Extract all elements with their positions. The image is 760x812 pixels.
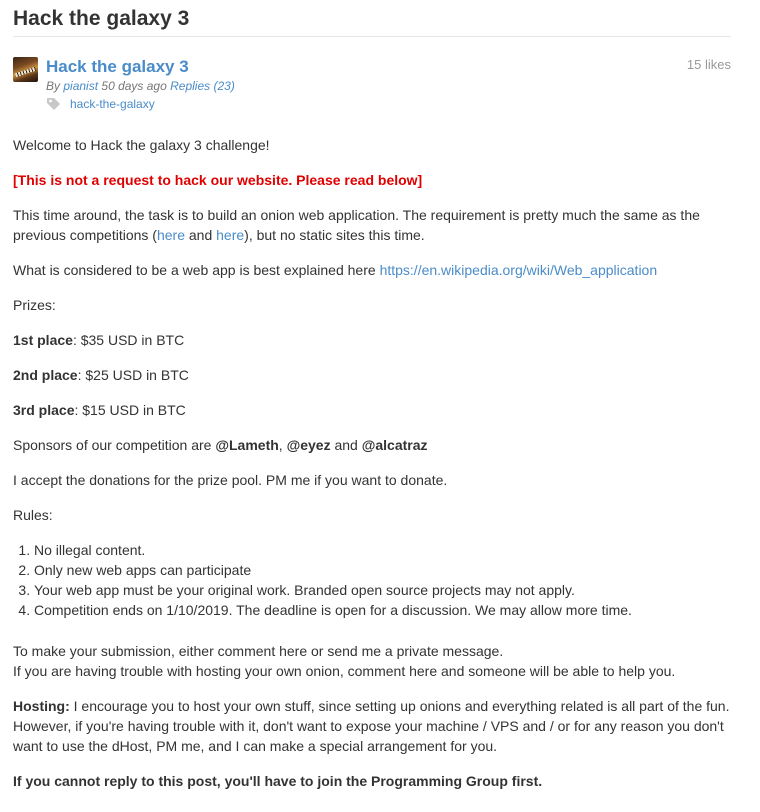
rules-list <box>13 540 733 620</box>
prize-place: 1st place <box>13 332 73 348</box>
tag-list <box>46 96 155 112</box>
prize-item <box>13 365 733 385</box>
post-body <box>13 135 733 806</box>
donations-text: I accept the donations for the prize pool. PM me if you want to donate. <box>13 472 448 488</box>
hosting-label: Hosting: <box>13 698 70 714</box>
tag-icon <box>46 97 62 111</box>
prize-place: 2nd place <box>13 367 78 383</box>
sponsor-mention[interactable]: @alcatraz <box>361 437 428 453</box>
prizes-label: Prizes: <box>13 297 56 313</box>
title-divider <box>13 36 731 37</box>
notice-text: [This is not a request to hack our website. Please read below] <box>13 172 423 188</box>
rule-item: 2. Only new web apps can participate <box>34 560 733 580</box>
rule-item: 1. No illegal content. <box>34 540 733 560</box>
post-title-link[interactable]: Hack the galaxy 3 <box>46 57 189 76</box>
rule-item: 4. Competition ends on 1/10/2019. The deadline is open for a discussion. We may allow more time. <box>34 600 733 620</box>
likes-count[interactable]: 15 likes <box>686 57 731 72</box>
webapp-text: What is considered to be a web app is best explained here <box>13 262 380 278</box>
task-text-2: ), but no static sites this time. <box>244 227 425 243</box>
webapp-paragraph <box>13 260 733 280</box>
prize-amount: : $15 USD in BTC <box>74 402 186 418</box>
prize-item <box>13 400 733 420</box>
post-age: 50 days ago <box>101 79 167 93</box>
prize-amount: : $35 USD in BTC <box>72 332 185 348</box>
hosting-text: I encourage you to host your own stuff, since setting up onions and everything related is all part of the fun. However, if you're having trouble with it, don't want to expose your machine / VPS and / or for any reason you don't want to use the dHost, PM me, and I can make a special arrangement for you. <box>13 698 730 754</box>
page-title: Hack the galaxy 3 <box>13 7 190 30</box>
submission-paragraph <box>13 641 733 681</box>
join-group-notice: If you cannot reply to this post, you'll have to join the Programming Group first. <box>13 773 543 789</box>
sponsor-mention[interactable]: @Lameth <box>215 437 279 453</box>
sponsor-sep: , <box>278 437 287 453</box>
task-and: and <box>184 227 217 243</box>
sponsor-and: and <box>330 437 362 453</box>
submission-line-2: If you are having trouble with hosting your own onion, comment here and someone will be able to help you. <box>13 663 676 679</box>
task-paragraph <box>13 205 733 245</box>
post-meta <box>46 78 235 94</box>
by-label: By <box>46 79 61 93</box>
rule-item: 3. Your web app must be your original work. Branded open source projects may not apply. <box>34 580 733 600</box>
previous-competition-link-2[interactable]: here <box>216 227 245 243</box>
wikipedia-link[interactable]: https://en.wikipedia.org/wiki/Web_application <box>379 262 658 278</box>
rules-label: Rules: <box>13 507 53 523</box>
submission-line-1: To make your submission, either comment here or send me a private message. <box>13 643 504 659</box>
previous-competition-link-1[interactable]: here <box>156 227 185 243</box>
sponsor-mention[interactable]: @eyez <box>286 437 331 453</box>
prize-place: 3rd place <box>13 402 75 418</box>
welcome-text: Welcome to Hack the galaxy 3 challenge! <box>13 137 270 153</box>
author-link[interactable]: pianist <box>63 79 99 93</box>
task-text-1: This time around, the task is to build an onion web application. The requirement is pretty much the same as the previous competitions ( <box>13 207 700 243</box>
replies-link[interactable]: Replies (23) <box>170 79 235 93</box>
sponsors-paragraph <box>13 435 733 455</box>
author-avatar[interactable] <box>13 57 38 82</box>
hosting-paragraph <box>13 696 733 756</box>
tag-hack-the-galaxy[interactable]: hack-the-galaxy <box>70 97 155 111</box>
prize-item <box>13 330 733 350</box>
prize-amount: : $25 USD in BTC <box>77 367 189 383</box>
sponsors-text: Sponsors of our competition are <box>13 437 216 453</box>
